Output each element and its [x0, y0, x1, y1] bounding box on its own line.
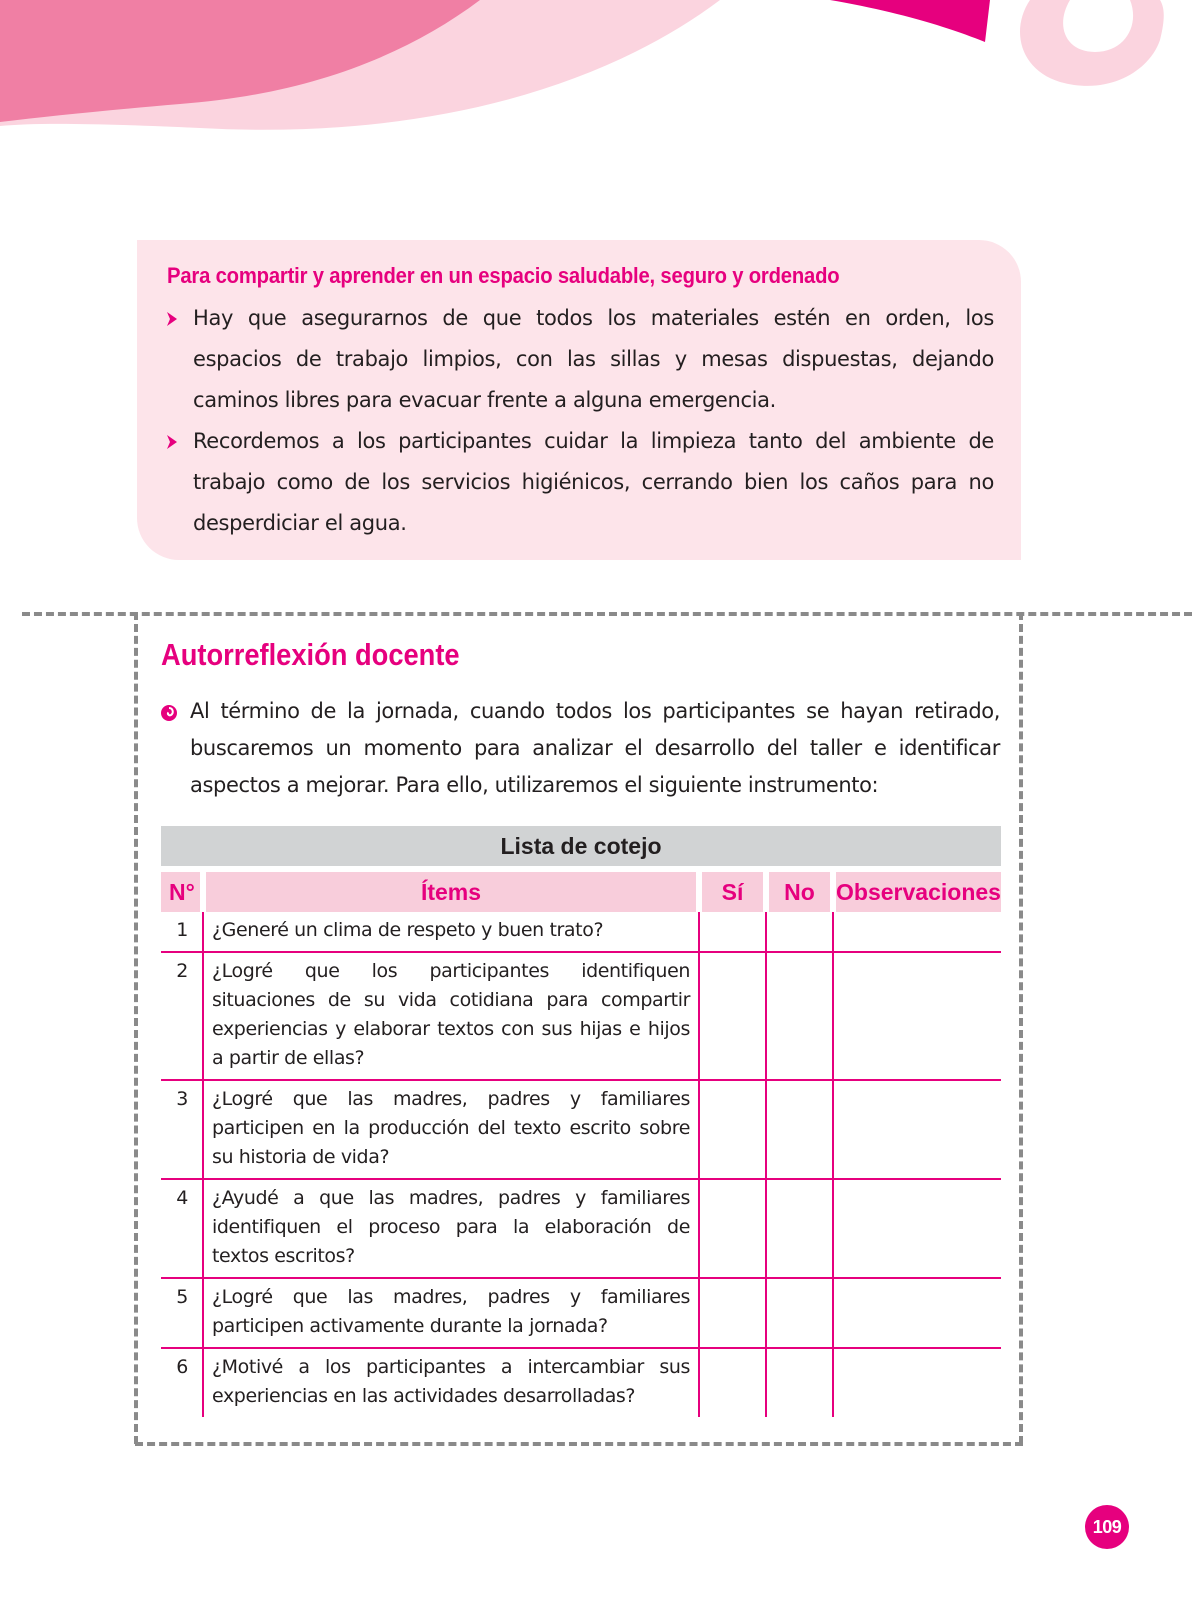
frame-left-dash: [134, 612, 138, 1444]
frame-right-dash: [1019, 612, 1023, 1444]
si-cell[interactable]: [699, 1080, 766, 1179]
header-wave-decoration: [0, 0, 1193, 140]
tip-item-text: Recordemos a los participantes cuidar la limpieza tanto del ambiente de trabajo como de los servicios higiénicos, cerrando bien los caños para no desperdiciar el agua.: [193, 429, 994, 535]
checklist-table: [161, 826, 1001, 1417]
table-row: [161, 952, 1001, 1080]
frame-top-dash: [22, 612, 1192, 616]
header-no: No: [766, 869, 833, 912]
table-row: [161, 1278, 1001, 1348]
tip-item: [165, 298, 994, 421]
no-cell[interactable]: [766, 952, 833, 1080]
checklist-grid: [161, 866, 1001, 1417]
row-item: ¿Logré que las madres, padres y familiares participen activamente durante la jornada?: [203, 1278, 699, 1348]
observaciones-cell[interactable]: [833, 1080, 1001, 1179]
si-cell[interactable]: [699, 1348, 766, 1417]
row-number: 6: [176, 1356, 188, 1378]
header-observaciones: Observaciones: [833, 869, 1001, 912]
si-cell[interactable]: [699, 952, 766, 1080]
table-row: [161, 1348, 1001, 1417]
tip-item: [165, 421, 994, 544]
row-item: ¿Logré que las madres, padres y familiares participen en la producción del texto escrito sobre su historia de vida?: [203, 1080, 699, 1179]
no-cell[interactable]: [766, 912, 833, 952]
tip-box: [137, 240, 1021, 560]
table-row: [161, 912, 1001, 952]
header-num: N°: [161, 869, 203, 912]
checklist-title: Lista de cotejo: [161, 826, 1001, 866]
table-row: [161, 1080, 1001, 1179]
si-cell[interactable]: [699, 912, 766, 952]
header-si: Sí: [699, 869, 766, 912]
si-cell[interactable]: [699, 1278, 766, 1348]
frame-bottom-dash: [135, 1442, 1023, 1446]
page-number: 109: [1085, 1505, 1129, 1549]
intro-text: Al término de la jornada, cuando todos los participantes se hayan retirado, buscaremos un momento para analizar el desarrollo del taller e identificar aspectos a mejorar. Para ello, utilizaremos el siguiente instrumento:: [190, 699, 1000, 797]
row-number: 4: [161, 1179, 203, 1278]
no-cell[interactable]: [766, 1348, 833, 1417]
observaciones-cell[interactable]: [833, 1179, 1001, 1278]
row-item: ¿Logré que los participantes identifiquen situaciones de su vida cotidiana para compartir experiencias y elaborar textos con sus hijas e hijos a partir de ellas?: [203, 952, 699, 1080]
observaciones-cell[interactable]: [833, 1278, 1001, 1348]
observaciones-cell[interactable]: [833, 952, 1001, 1080]
no-cell[interactable]: [766, 1179, 833, 1278]
no-cell[interactable]: [766, 1080, 833, 1179]
table-header-row: [161, 869, 1001, 912]
table-row: [161, 1179, 1001, 1278]
swirl-bullet-icon: [160, 693, 190, 804]
row-item: ¿Ayudé a que las madres, padres y familiares identifiquen el proceso para la elaboración de textos escritos?: [203, 1179, 699, 1278]
row-number: 2: [161, 952, 203, 1080]
si-cell[interactable]: [699, 1179, 766, 1278]
observaciones-cell[interactable]: [833, 912, 1001, 952]
intro-paragraph: [160, 693, 1000, 804]
row-number: 5: [161, 1278, 203, 1348]
row-item: ¿Motivé a los participantes a intercambiar sus experiencias en las actividades desarrolladas?: [203, 1348, 699, 1417]
row-number: 1: [161, 912, 203, 952]
tip-list: [165, 298, 994, 544]
chevron-right-icon: [165, 298, 193, 339]
no-cell[interactable]: [766, 1278, 833, 1348]
tip-box-title: Para compartir y aprender en un espacio saludable, seguro y ordenado: [167, 263, 840, 288]
observaciones-cell[interactable]: [833, 1348, 1001, 1417]
chevron-right-icon: [165, 421, 193, 462]
tip-item-text: Hay que asegurarnos de que todos los materiales estén en orden, los espacios de trabajo limpios, con las sillas y mesas dispuestas, dejando caminos libres para evacuar frente a alguna emergencia.: [193, 306, 994, 412]
section-title: Autorreflexión docente: [161, 637, 460, 672]
header-items: Ítems: [203, 869, 699, 912]
row-number: 3: [161, 1080, 203, 1179]
row-item: ¿Generé un clima de respeto y buen trato?: [203, 912, 699, 952]
